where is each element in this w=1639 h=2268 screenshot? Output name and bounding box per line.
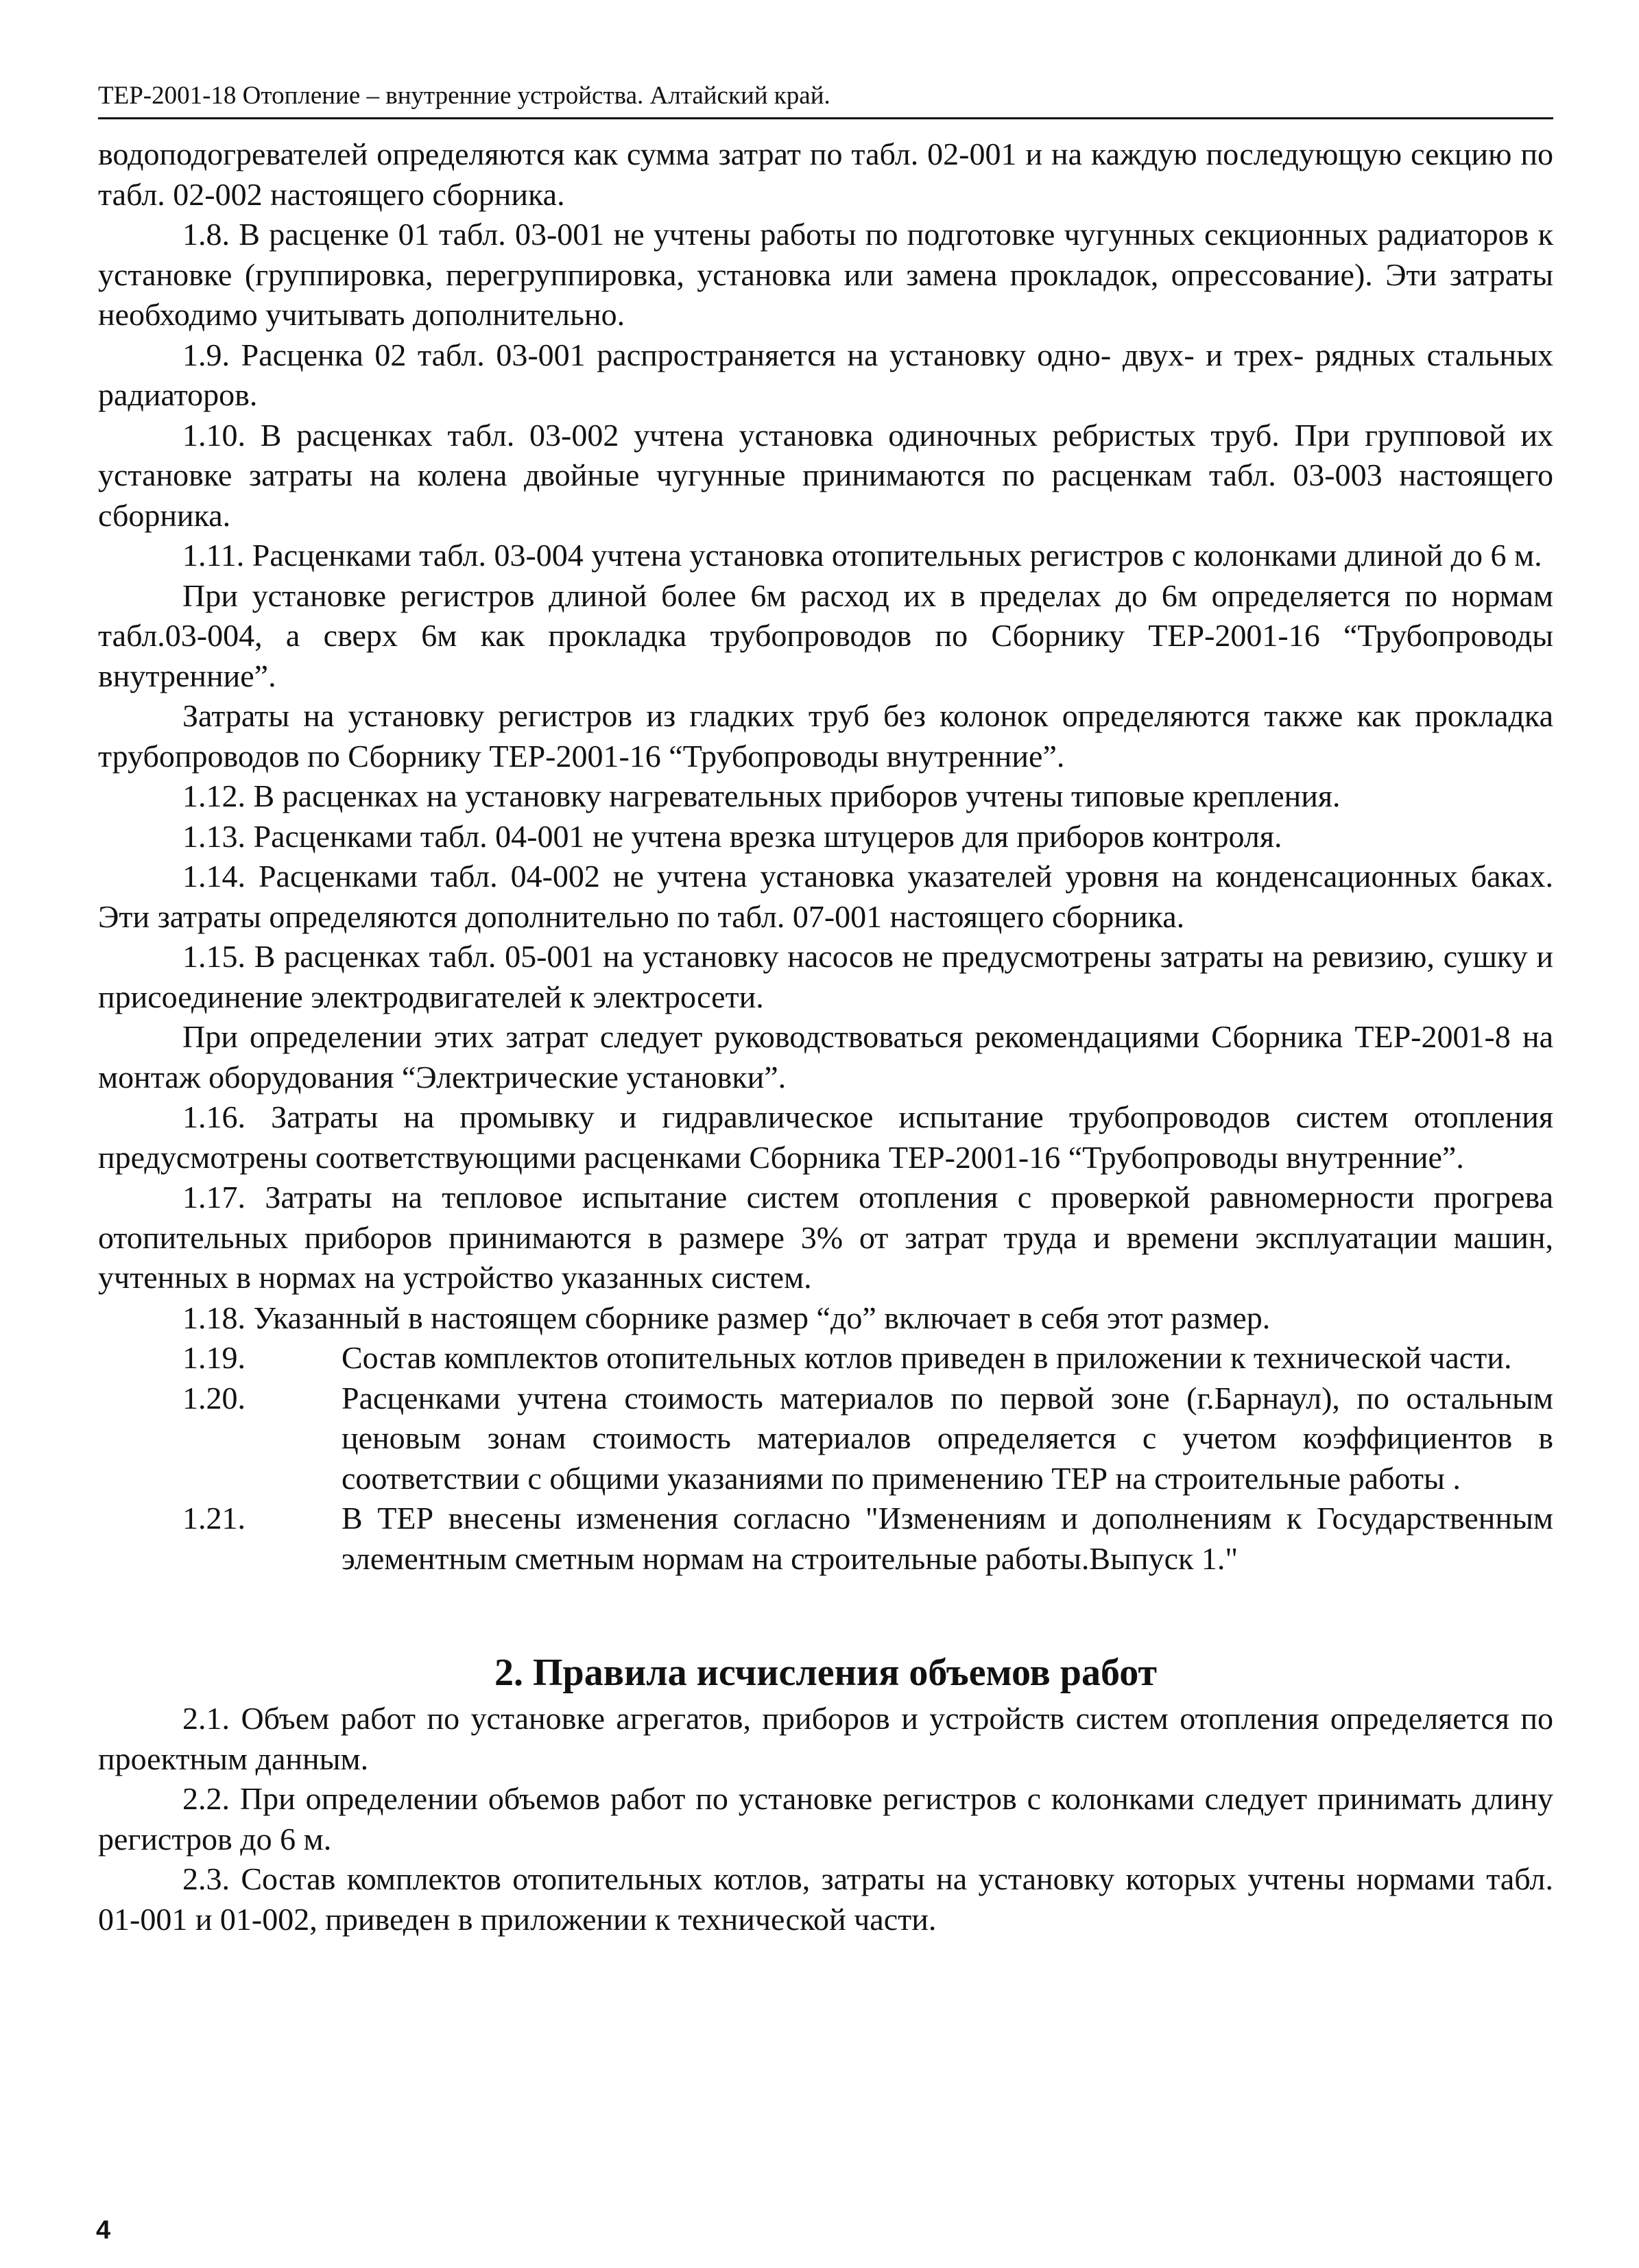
paragraph-1-11-registers-over-6m: При установке регистров длиной более 6м расход их в пределах до 6м определяется по нормам табл.03-004, а сверх 6м как прокладка трубопроводов по Сборнику ТЕР-2001-16 “Трубопроводы внутренние”. [98, 577, 1553, 693]
paragraph-1-18: 1.18. Указанный в настоящем сборнике размер “до” включает в себя этот размер. [182, 1300, 1271, 1335]
running-header: ТЕР-2001-18 Отопление – внутренние устройства. Алтайский край. [98, 82, 830, 110]
paragraph-1-16: 1.16. Затраты на промывку и гидравлическое испытание трубопроводов систем отопления предусмотрены соответствующими расценками Сборника ТЕР-2001-16 “Трубопроводы внутренние”. [98, 1099, 1553, 1175]
paragraph-continuation: водоподогревателей определяются как сумма затрат по табл. 02-001 и на каждую последующую секцию по табл. 02-002 настоящего сборника. [98, 136, 1553, 212]
list-item-number: 1.20. [182, 1380, 246, 1416]
paragraph-1-8: 1.8. В расценке 01 табл. 03-001 не учтены работы по подготовке чугунных секционных радиаторов к установке (группировка, перегруппировка, установка или замена прокладок, опрессование). Эти затраты необходимо учитывать дополнительно. [98, 217, 1553, 332]
body-text [98, 134, 1553, 1939]
list-item-text: Состав комплектов отопительных котлов приведен в приложении к технической части. [342, 1340, 1512, 1375]
paragraph-1-13: 1.13. Расценками табл. 04-001 не учтена врезка штуцеров для приборов контроля. [182, 818, 1282, 854]
list-item-1-21 [98, 1499, 1553, 1579]
paragraph-2-1: 2.1. Объем работ по установке агрегатов, приборов и устройств систем отопления определяется по проектным данным. [98, 1701, 1553, 1776]
page-number: 4 [96, 2216, 111, 2245]
paragraph-1-10: 1.10. В расценках табл. 03-002 учтена установка одиночных ребристых труб. При групповой их установке затраты на колена двойные чугунные принимаются по расценкам табл. 03-003 настоящего сборника. [98, 417, 1553, 533]
paragraph-2-2: 2.2. При определении объемов работ по установке регистров с колонками следует принимать длину регистров до 6 м. [98, 1781, 1553, 1857]
paragraph-1-9: 1.9. Расценка 02 табл. 03-001 распространяется на установку одно- двух- и трех- рядных стальных радиаторов. [98, 337, 1553, 412]
paragraph-1-11: 1.11. Расценками табл. 03-004 учтена установка отопительных регистров с колонками длиной до 6 м. [182, 538, 1542, 573]
section-2-heading: 2. Правила исчисления объемов работ [494, 1651, 1157, 1694]
list-item-text: В ТЕР внесены изменения согласно "Изменениям и дополнениям к Государственным элементным сметным нормам на строительные работы.Выпуск 1." [342, 1501, 1553, 1576]
list-item-1-20 [98, 1378, 1553, 1499]
paragraph-1-11-smooth-pipes: Затраты на установку регистров из гладких труб без колонок определяются также как прокладка трубопроводов по Сборнику ТЕР-2001-16 “Трубопроводы внутренние”. [98, 698, 1553, 774]
list-item-text: Расценками учтена стоимость материалов по первой зоне (г.Барнаул), по остальным ценовым зонам стоимость материалов определяется с учетом коэффициентов в соответствии с общими указаниями по применению ТЕР на строительные работы . [342, 1380, 1553, 1496]
list-item-number: 1.19. [182, 1340, 246, 1375]
list-item-1-19 [98, 1338, 1553, 1378]
paragraph-1-17: 1.17. Затраты на тепловое испытание систем отопления с проверкой равномерности прогрева отопительных приборов принимаются в размере 3% от затрат труда и времени эксплуатации машин, учтенных в нормах на устройство указанных систем. [98, 1180, 1553, 1295]
paragraph-1-15-electrical: При определении этих затрат следует руководствоваться рекомендациями Сборника ТЕР-2001-8 на монтаж оборудования “Электрические установки”. [98, 1019, 1553, 1095]
list-item-number: 1.21. [182, 1501, 246, 1536]
header-rule [98, 117, 1553, 119]
paragraph-1-15: 1.15. В расценках табл. 05-001 на установку насосов не предусмотрены затраты на ревизию, сушку и присоединение электродвигателей к электросети. [98, 939, 1553, 1014]
paragraph-1-12: 1.12. В расценках на установку нагревательных приборов учтены типовые крепления. [182, 778, 1341, 813]
paragraph-2-3: 2.3. Состав комплектов отопительных котлов, затраты на установку которых учтены нормами табл. 01-001 и 01-002, приведен в приложении к технической части. [98, 1861, 1553, 1937]
paragraph-1-14: 1.14. Расценками табл. 04-002 не учтена установка указателей уровня на конденсационных баках. Эти затраты определяются дополнительно по табл. 07-001 настоящего сборника. [98, 859, 1553, 934]
